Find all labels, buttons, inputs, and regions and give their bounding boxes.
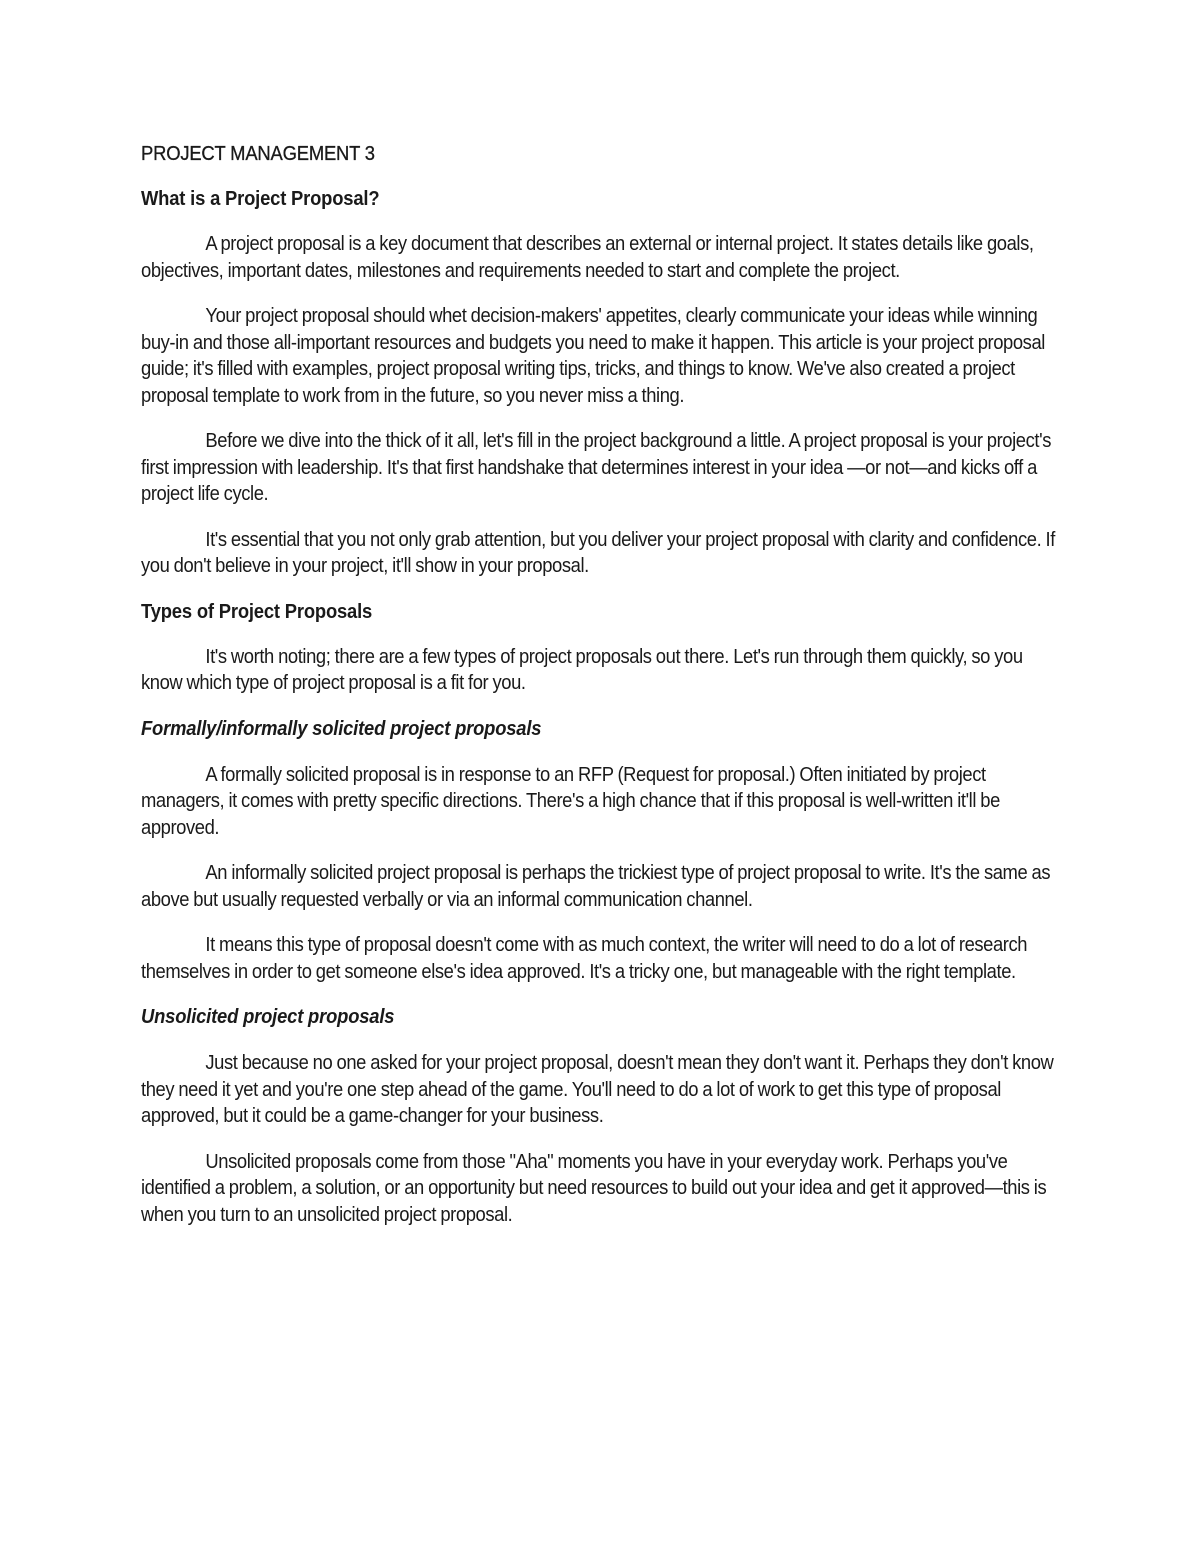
paragraph: Unsolicited proposals come from those "Aha" moments you have in your everyday work. Perhaps you've identified a problem, a solution, or an opportunity but need resources to build out your idea and get it approved—this is when you turn to an unsolicited project proposal. <box>141 1150 1047 1226</box>
paragraph: A project proposal is a key document that describes an external or internal project. It states details like goals, objectives, important dates, milestones and requirements needed to start and complete the project. <box>141 233 1034 282</box>
paragraph: Before we dive into the thick of it all, let's fill in the project background a little. A project proposal is your project's first impression with leadership. It's that first handshake that determines interest in your idea —or not—and kicks off a project life cycle. <box>141 430 1051 505</box>
subheading-solicited: Formally/informally solicited project proposals <box>141 717 542 740</box>
section-heading-types: Types of Project Proposals <box>141 600 373 623</box>
document-page <box>141 140 1061 1247</box>
paragraph: It's essential that you not only grab attention, but you deliver your project proposal with clarity and confidence. If you don't believe in your project, it'll show in your proposal. <box>141 528 1055 577</box>
paragraph: A formally solicited proposal is in response to an RFP (Request for proposal.) Often initiated by project managers, it comes with pretty specific directions. There's a high chance that if this proposal is well-written it'll be approved. <box>141 763 1000 839</box>
paragraph: Your project proposal should whet decision-makers' appetites, clearly communicate your ideas while winning buy-in and those all-important resources and budgets you need to make it happen. This article is your project proposal guide; it's filled with examples, project proposal writing tips, tricks, and things to know. We've also created a project proposal template to work from in the future, so you never miss a thing. <box>141 305 1045 407</box>
document-title: PROJECT MANAGEMENT 3 <box>141 143 375 165</box>
paragraph: It means this type of proposal doesn't come with as much context, the writer will need to do a lot of research themselves in order to get someone else's idea approved. It's a tricky one, but manageable with the right template. <box>141 934 1028 983</box>
subheading-unsolicited: Unsolicited project proposals <box>141 1006 395 1028</box>
paragraph: It's worth noting; there are a few types of project proposals out there. Let's run through them quickly, so you know which type of project proposal is a fit for you. <box>141 645 1023 694</box>
section-heading-what-is-proposal: What is a Project Proposal? <box>141 188 380 210</box>
paragraph: Just because no one asked for your project proposal, doesn't mean they don't want it. Perhaps they don't know they need it yet and you're one step ahead of the game. You'll need to do a lot of work to get this type of proposal approved, but it could be a game-changer for your business. <box>141 1052 1054 1127</box>
paragraph: An informally solicited project proposal is perhaps the trickiest type of project proposal to write. It's the same as above but usually requested verbally or via an informal communication channel. <box>141 862 1051 911</box>
